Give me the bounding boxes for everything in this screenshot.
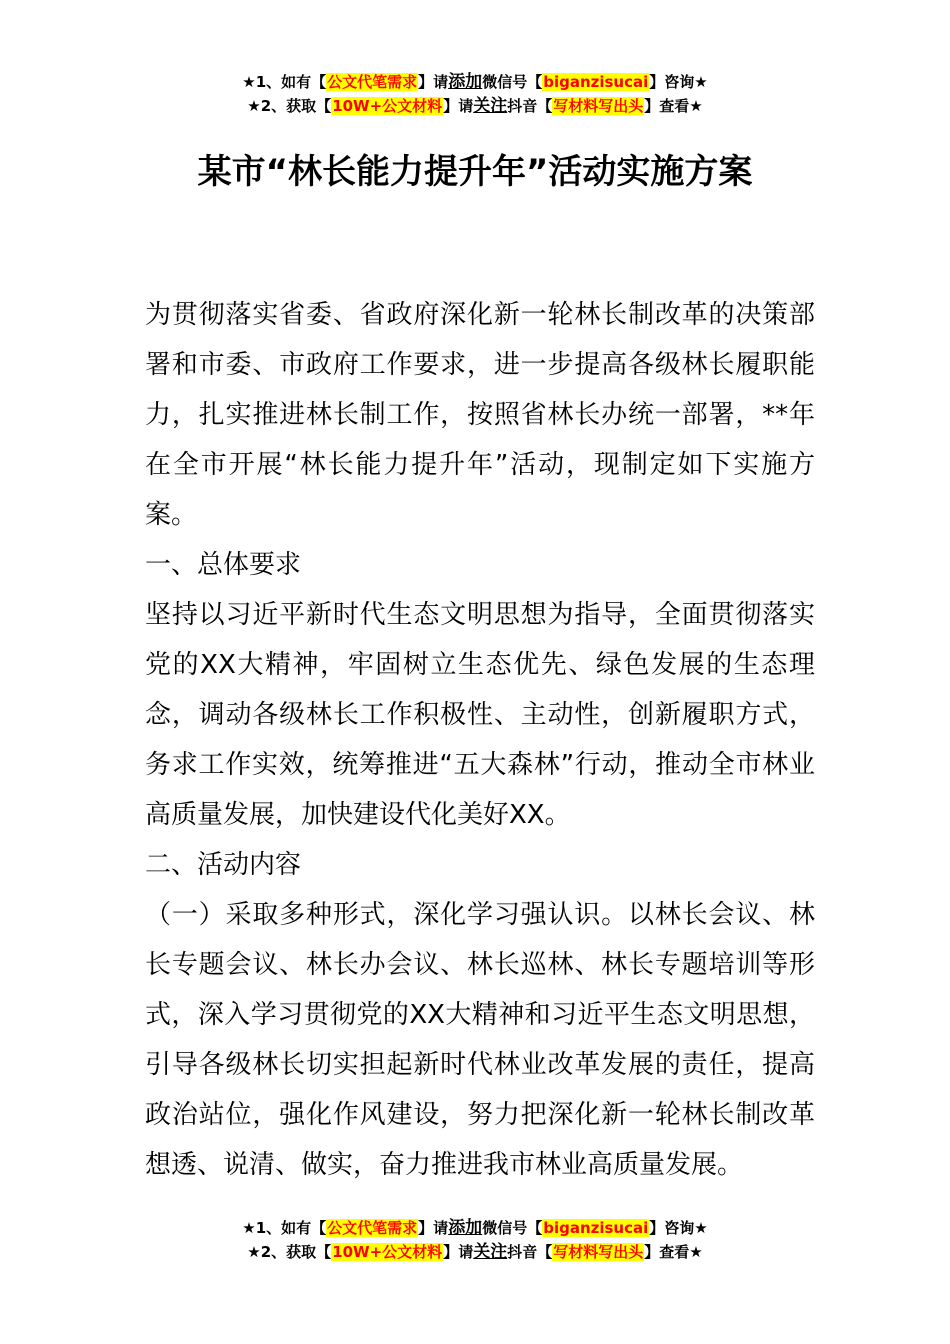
section-heading-1: 一、总体要求 xyxy=(145,550,302,580)
promo-text: 】请 xyxy=(443,97,474,115)
promo-underline: 关注 xyxy=(473,96,508,116)
promo-text: ★2、获取【 xyxy=(247,1243,332,1261)
intro-paragraph: 为贯彻落实省委、省政府深化新一轮林长制改革的决策部署和市委、市政府工作要求，进一步提高各级林长履职能力，扎实推进林长制工作，按照省林长办统一部署，**年在全市开展“林长能力提升年”活动，现制定如下实施方案。 xyxy=(145,300,815,530)
promo-text: 】查看★ xyxy=(644,1243,703,1261)
footer-promo-banner xyxy=(0,1216,950,1264)
promo-text: 】请 xyxy=(418,73,449,91)
promo-text: 】请 xyxy=(443,1243,474,1261)
promo-text: 抖音【 xyxy=(507,97,553,115)
promo-underline: 添加 xyxy=(448,72,483,92)
section-heading-2: 二、活动内容 xyxy=(145,850,302,880)
promo-text: 微信号【 xyxy=(482,1219,543,1237)
promo-underline: 添加 xyxy=(448,1218,483,1238)
promo-highlight: 10W+公文材料 xyxy=(332,97,443,115)
promo-line-2 xyxy=(0,94,950,118)
promo-wechat-id: biganzisucai xyxy=(543,1219,649,1237)
document-body xyxy=(145,290,815,1190)
promo-line-2 xyxy=(0,1240,950,1264)
requirements-paragraph: 坚持以习近平新时代生态文明思想为指导，全面贯彻落实党的XX大精神，牢固树立生态优先、绿色发展的生态理念，调动各级林长工作积极性、主动性，创新履职方式，务求工作实效，统筹推进“五大森林”行动，推动全市林业高质量发展，加快建设代化美好XX。 xyxy=(145,600,815,830)
promo-highlight: 公文代笔需求 xyxy=(327,1219,418,1237)
promo-douyin-id: 写材料写出头 xyxy=(553,97,644,115)
promo-text: ★2、获取【 xyxy=(247,97,332,115)
promo-douyin-id: 写材料写出头 xyxy=(553,1243,644,1261)
promo-text: 抖音【 xyxy=(507,1243,553,1261)
promo-text: ★1、如有【 xyxy=(242,73,327,91)
promo-text: ★1、如有【 xyxy=(242,1219,327,1237)
promo-text: 】咨询★ xyxy=(649,73,708,91)
promo-text: 】查看★ xyxy=(644,97,703,115)
content-paragraph-1: （一）采取多种形式，深化学习强认识。以林长会议、林长专题会议、林长办会议、林长巡林、林长专题培训等形式，深入学习贯彻党的XX大精神和习近平生态文明思想，引导各级林长切实担起新时代林业改革发展的责任，提高政治站位，强化作风建设，努力把深化新一轮林长制改革想透、说清、做实，奋力推进我市林业高质量发展。 xyxy=(145,900,815,1180)
header-promo-banner xyxy=(0,70,950,118)
promo-line-1 xyxy=(0,70,950,94)
promo-highlight: 10W+公文材料 xyxy=(332,1243,443,1261)
promo-highlight: 公文代笔需求 xyxy=(327,73,418,91)
promo-line-1 xyxy=(0,1216,950,1240)
document-title: 某市“林长能力提升年”活动实施方案 xyxy=(197,152,753,192)
promo-text: 微信号【 xyxy=(482,73,543,91)
promo-text: 】咨询★ xyxy=(649,1219,708,1237)
promo-underline: 关注 xyxy=(473,1242,508,1262)
promo-text: 】请 xyxy=(418,1219,449,1237)
promo-wechat-id: biganzisucai xyxy=(543,73,649,91)
